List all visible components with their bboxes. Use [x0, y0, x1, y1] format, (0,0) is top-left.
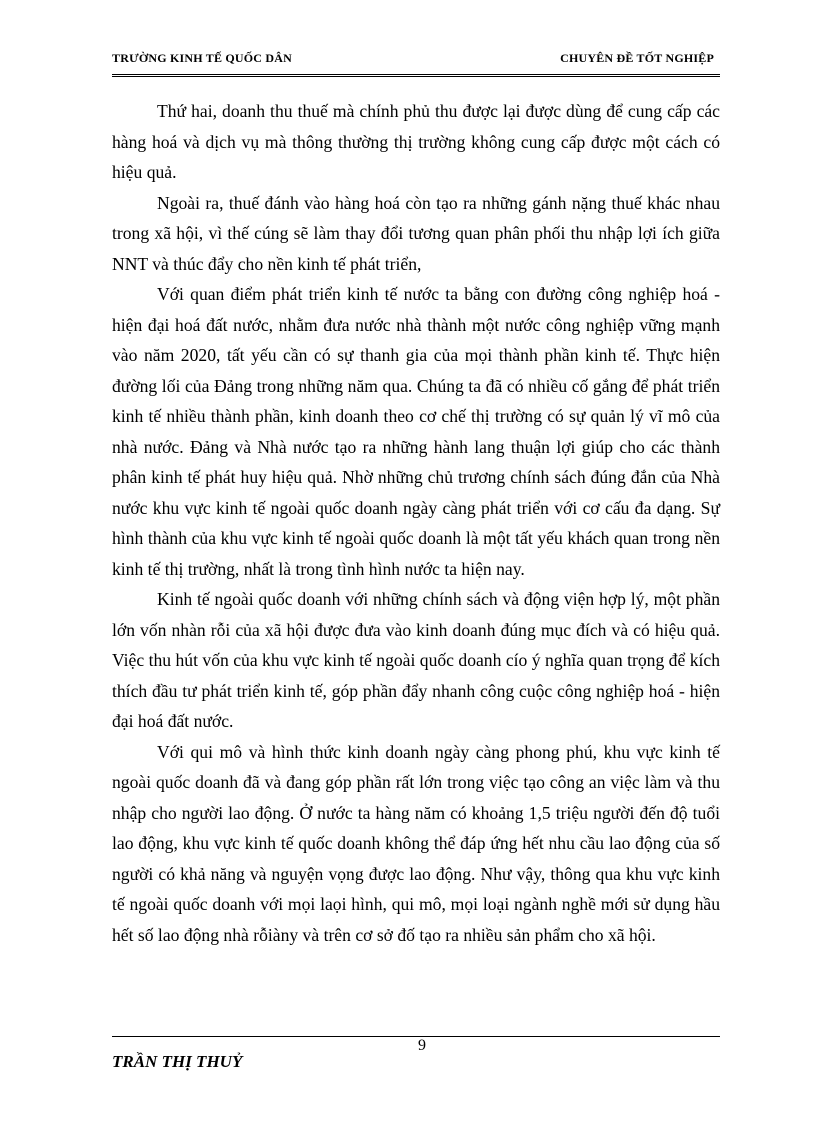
paragraph: Với quan điểm phát triển kinh tế nước ta bằng con đường công nghiệp hoá - hiện đại hoá đất nước, nhằm đưa nước nhà thành một nước công nghiệp vững mạnh vào năm 2020, tất yếu cần có sự thanh gia của mọi thành phần kinh tế. Thực hiện đường lối của Đảng trong những năm qua. Chúng ta đã có nhiều cố gắng để phát triển kinh tế nhiều thành phần, kinh doanh theo cơ chế thị trường có sự quản lý vĩ mô của nhà nước. Đảng và Nhà nước tạo ra những hành lang thuận lợi giúp cho các thành phân kinh tế phát huy hiệu quả. Nhờ những chủ trương chính sách đúng đắn của Nhà nước khu vực kinh tế ngoài quốc doanh ngày càng phát triển với cơ cấu đa dạng. Sự hình thành của khu vực kinh tế ngoài quốc doanh là một tất yếu khách quan trong nền kinh tế thị trường, nhất là trong tình hình nước ta hiện nay. — [112, 284, 720, 579]
paragraph: Thứ hai, doanh thu thuế mà chính phủ thu được lại được dùng để cung cấp các hàng hoá và dịch vụ mà thông thường thị trường không cung cấp được một cách có hiệu quả. — [112, 101, 720, 182]
paragraph: Kinh tế ngoài quốc doanh với những chính sách và động viện hợp lý, một phần lớn vốn nhàn rỗi của xã hội được đưa vào kinh doanh đúng mục đích và có hiệu quả. Việc thu hút vốn của khu vực kinh tế ngoài quốc doanh cío ý nghĩa quan trọng để kích thích đầu tư phát triển kinh tế, góp phần đẩy nhanh công cuộc công nghiệp hoá - hiện đại hoá đất nước. — [112, 589, 720, 731]
page-header — [112, 51, 720, 69]
footer-author: TRẦN THỊ THUỶ — [112, 1052, 243, 1071]
header-divider — [112, 74, 720, 77]
paragraph: Với qui mô và hình thức kinh doanh ngày càng phong phú, khu vực kinh tế ngoài quốc doanh đã và đang góp phần rất lớn trong việc tạo công an việc làm và thu nhập cho người lao động. Ở nước ta hàng năm có khoảng 1,5 triệu người đến độ tuổi lao động, khu vực kinh tế quốc doanh không thể đáp ứng hết nhu cầu lao động của số người có khả năng và nguyện vọng được lao động. Như vậy, thông qua khu vực kinh tế ngoài quốc doanh với mọi laọi hình, qui mô, mọi loại ngành nghề mới sử dụng hầu hết số lao động nhà rỗiàny và trên cơ sở đố tạo ra nhiều sản phẩm cho xã hội. — [112, 741, 720, 945]
paragraph: Ngoài ra, thuế đánh vào hàng hoá còn tạo ra những gánh nặng thuế khác nhau trong xã hội, vì thế cúng sẽ làm thay đổi tương quan phân phối thu nhập lợi ích giữa NNT và thúc đẩy cho nền kinh tế phát triển, — [112, 192, 720, 274]
header-document-type: CHUYÊN ĐỀ TỐT NGHIỆP — [560, 51, 714, 65]
body-text — [112, 96, 720, 950]
page-number: 9 — [418, 1037, 426, 1054]
header-university: TRƯỜNG KINH TẾ QUỐC DÂN — [112, 51, 292, 65]
